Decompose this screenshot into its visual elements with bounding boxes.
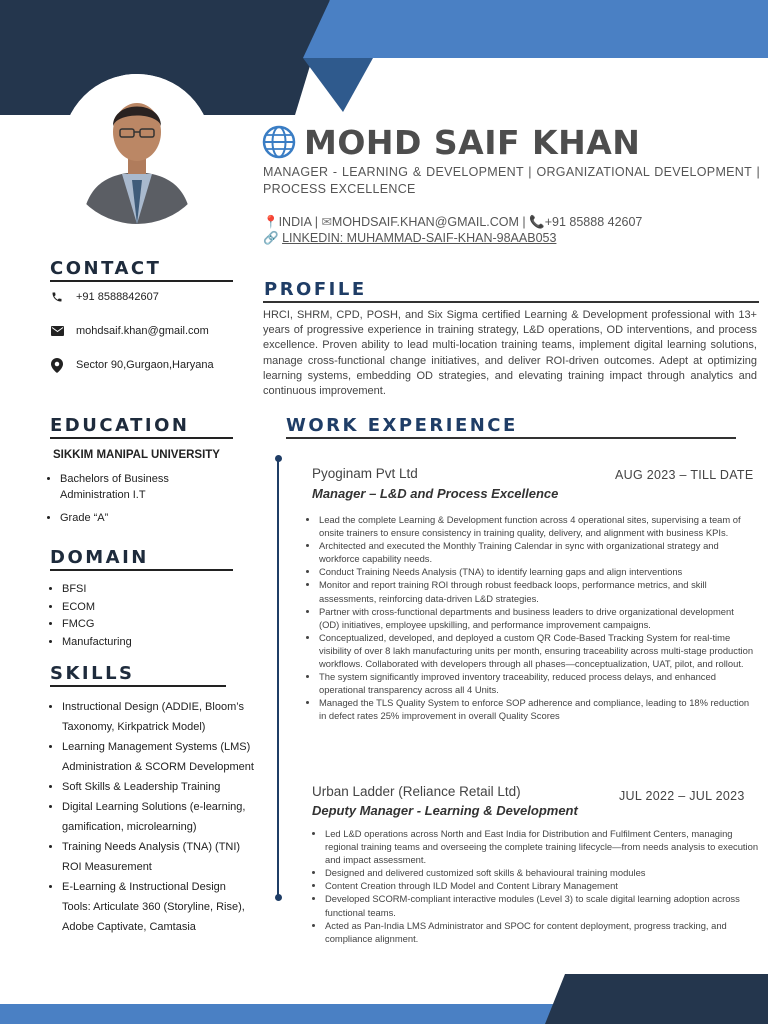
contact-phone: +91 8588842607 bbox=[76, 291, 159, 303]
profile-summary: HRCI, SHRM, CPD, POSH, and Six Sigma certified Learning & Development professional with 13+ years of progressive experience in training strategy, L&D operations, OD interventions, and process excellence. Proven ability to lead multi-location training teams, implement digital learning solutions, manage cross-functional change initiatives, and deliver ROI-driven outcomes. Adept at optimizing learning systems, embedding OD strategies, and elevating training impact through analytics and continuous improvement. bbox=[263, 309, 757, 398]
skills-rule bbox=[50, 685, 226, 687]
job-bullet: • Acted as Pan-India LMS Administrator and SPOC for content deployment, progress tracking, and compliance alignment. bbox=[325, 919, 765, 945]
timeline-dot bbox=[275, 894, 282, 901]
phone-icon bbox=[50, 290, 64, 304]
job-role: Deputy Manager - Learning & Development bbox=[312, 803, 578, 818]
location-pin-icon bbox=[50, 358, 64, 372]
contact-phone-row bbox=[50, 290, 159, 304]
contact-address: Sector 90,Gurgaon,Haryana bbox=[76, 359, 214, 371]
mail-icon bbox=[50, 324, 64, 338]
profile-rule bbox=[263, 301, 759, 303]
job-company: Pyoginam Pvt Ltd bbox=[312, 466, 418, 481]
job-role: Manager – L&D and Process Excellence bbox=[312, 486, 559, 501]
domain-list bbox=[48, 581, 132, 651]
contact-title: CONTACT bbox=[50, 258, 162, 279]
header-contact-line bbox=[263, 214, 642, 230]
timeline-dot bbox=[275, 455, 282, 462]
phone-icon: 📞 bbox=[529, 215, 545, 229]
job-bullet: • Partner with cross-functional departments and business leaders to drive organizational development (OD) initiatives, employee upskilling, and performance improvement campaigns. bbox=[319, 605, 755, 631]
header-email[interactable]: MOHDSAIF.KHAN@GMAIL.COM | bbox=[331, 215, 526, 229]
job-dates: JUL 2022 – JUL 2023 bbox=[619, 789, 745, 803]
globe-icon bbox=[262, 125, 296, 159]
job-bullet: • Lead the complete Learning & Development function across 4 operational sites, supervising a team of onsite trainers to ensure consistency in training quality, delivery, and alignment with business KPIs. bbox=[319, 513, 755, 539]
profile-photo bbox=[62, 74, 212, 224]
job-tagline: MANAGER - LEARNING & DEVELOPMENT | ORGANIZATIONAL DEVELOPMENT | PROCESS EXCELLENCE bbox=[263, 165, 760, 196]
skill-item: • Learning Management Systems (LMS) Administration & SCORM Development bbox=[62, 737, 254, 777]
contact-address-row bbox=[50, 358, 214, 372]
domain-rule bbox=[50, 569, 233, 571]
mail-icon: ✉ bbox=[321, 215, 332, 229]
contact-rule bbox=[50, 280, 233, 282]
experience-rule bbox=[286, 437, 736, 439]
job-bullet: • Developed SCORM-compliant interactive modules (Level 3) to scale digital learning adoption across functional teams. bbox=[325, 892, 765, 918]
contact-email-row bbox=[50, 324, 209, 338]
experience-timeline bbox=[277, 458, 279, 898]
link-icon: 🔗 bbox=[263, 231, 279, 245]
job-bullet: • The system significantly improved inventory traceability, reduced process delays, and enhanced operational transparency across all 4 Units. bbox=[319, 670, 755, 696]
education-rule bbox=[50, 437, 233, 439]
job-bullets bbox=[307, 827, 765, 945]
education-item: • Bachelors of Business Administration I.T bbox=[60, 471, 210, 503]
linkedin-link[interactable]: LINKEDIN: MUHAMMAD-SAIF-KHAN-98AAB053 bbox=[282, 231, 557, 245]
job-bullet: • Designed and delivered customized soft skills & behavioural training modules bbox=[325, 866, 765, 879]
skills-title: SKILLS bbox=[50, 663, 135, 684]
domain-item: • Manufacturing bbox=[62, 634, 132, 652]
footer-decoration bbox=[0, 974, 768, 1024]
skills-list bbox=[48, 697, 254, 937]
skill-item: • Soft Skills & Leadership Training bbox=[62, 777, 254, 797]
domain-item: • FMCG bbox=[62, 616, 132, 634]
job-bullet: • Led L&D operations across North and East India for Distribution and Fulfilment Centers, managing regional training teams and overseeing the complete training lifecycle—from needs analysis to execution and impact assessment. bbox=[325, 827, 765, 866]
job-bullets bbox=[301, 513, 755, 723]
header-phone: +91 85888 42607 bbox=[544, 215, 643, 229]
experience-title: WORK EXPERIENCE bbox=[286, 415, 518, 436]
domain-title: DOMAIN bbox=[50, 547, 149, 568]
domain-item: • ECOM bbox=[62, 599, 132, 617]
job-bullet: • Architected and executed the Monthly Training Calendar in sync with organizational strategy and workforce capability needs. bbox=[319, 539, 755, 565]
linkedin-line bbox=[263, 231, 556, 246]
job-bullet: • Monitor and report training ROI through robust feedback loops, performance metrics, and skill assessments, reinforcing data-driven L&D strategies. bbox=[319, 578, 755, 604]
skill-item: • Training Needs Analysis (TNA) (TNI) ROI Measurement bbox=[62, 837, 254, 877]
skill-item: • Instructional Design (ADDIE, Bloom’s Taxonomy, Kirkpatrick Model) bbox=[62, 697, 254, 737]
job-bullet: • Conduct Training Needs Analysis (TNA) to identify learning gaps and align interventions bbox=[319, 565, 755, 578]
full-name: MOHD SAIF KHAN bbox=[304, 122, 641, 162]
education-list bbox=[46, 471, 210, 526]
profile-title: PROFILE bbox=[264, 279, 367, 300]
header-location: INDIA | bbox=[278, 215, 318, 229]
job-bullet: • Managed the TLS Quality System to enforce SOP adherence and compliance, leading to 18% reduction in defect rates 25% improvement in overall Quality Scores bbox=[319, 696, 755, 722]
skill-item: • Digital Learning Solutions (e-learning, gamification, microlearning) bbox=[62, 797, 254, 837]
job-bullet: • Conceptualized, developed, and deployed a custom QR Code-Based Tracking System for real-time visibility of over 8 lakh manufacturing units per month, ensuring traceability across multi-stage production workflows. Collaborated with developers through all phases—conceptualization, UAT, pilot, and rollout. bbox=[319, 631, 755, 670]
education-school: SIKKIM MANIPAL UNIVERSITY bbox=[53, 449, 220, 461]
education-item: • Grade “A” bbox=[60, 510, 210, 526]
skill-item: • E-Learning & Instructional Design Tools: Articulate 360 (Storyline, Rise), Adobe Captivate, Camtasia bbox=[62, 877, 254, 937]
job-bullet: • Content Creation through ILD Model and Content Library Management bbox=[325, 879, 765, 892]
job-dates: AUG 2023 – TILL DATE bbox=[615, 468, 754, 482]
name-heading bbox=[262, 122, 640, 162]
domain-item: • BFSI bbox=[62, 581, 132, 599]
job-company: Urban Ladder (Reliance Retail Ltd) bbox=[312, 784, 521, 799]
education-title: EDUCATION bbox=[50, 415, 190, 436]
contact-email[interactable]: mohdsaif.khan@gmail.com bbox=[76, 325, 209, 337]
pin-icon: 📍 bbox=[263, 215, 279, 229]
